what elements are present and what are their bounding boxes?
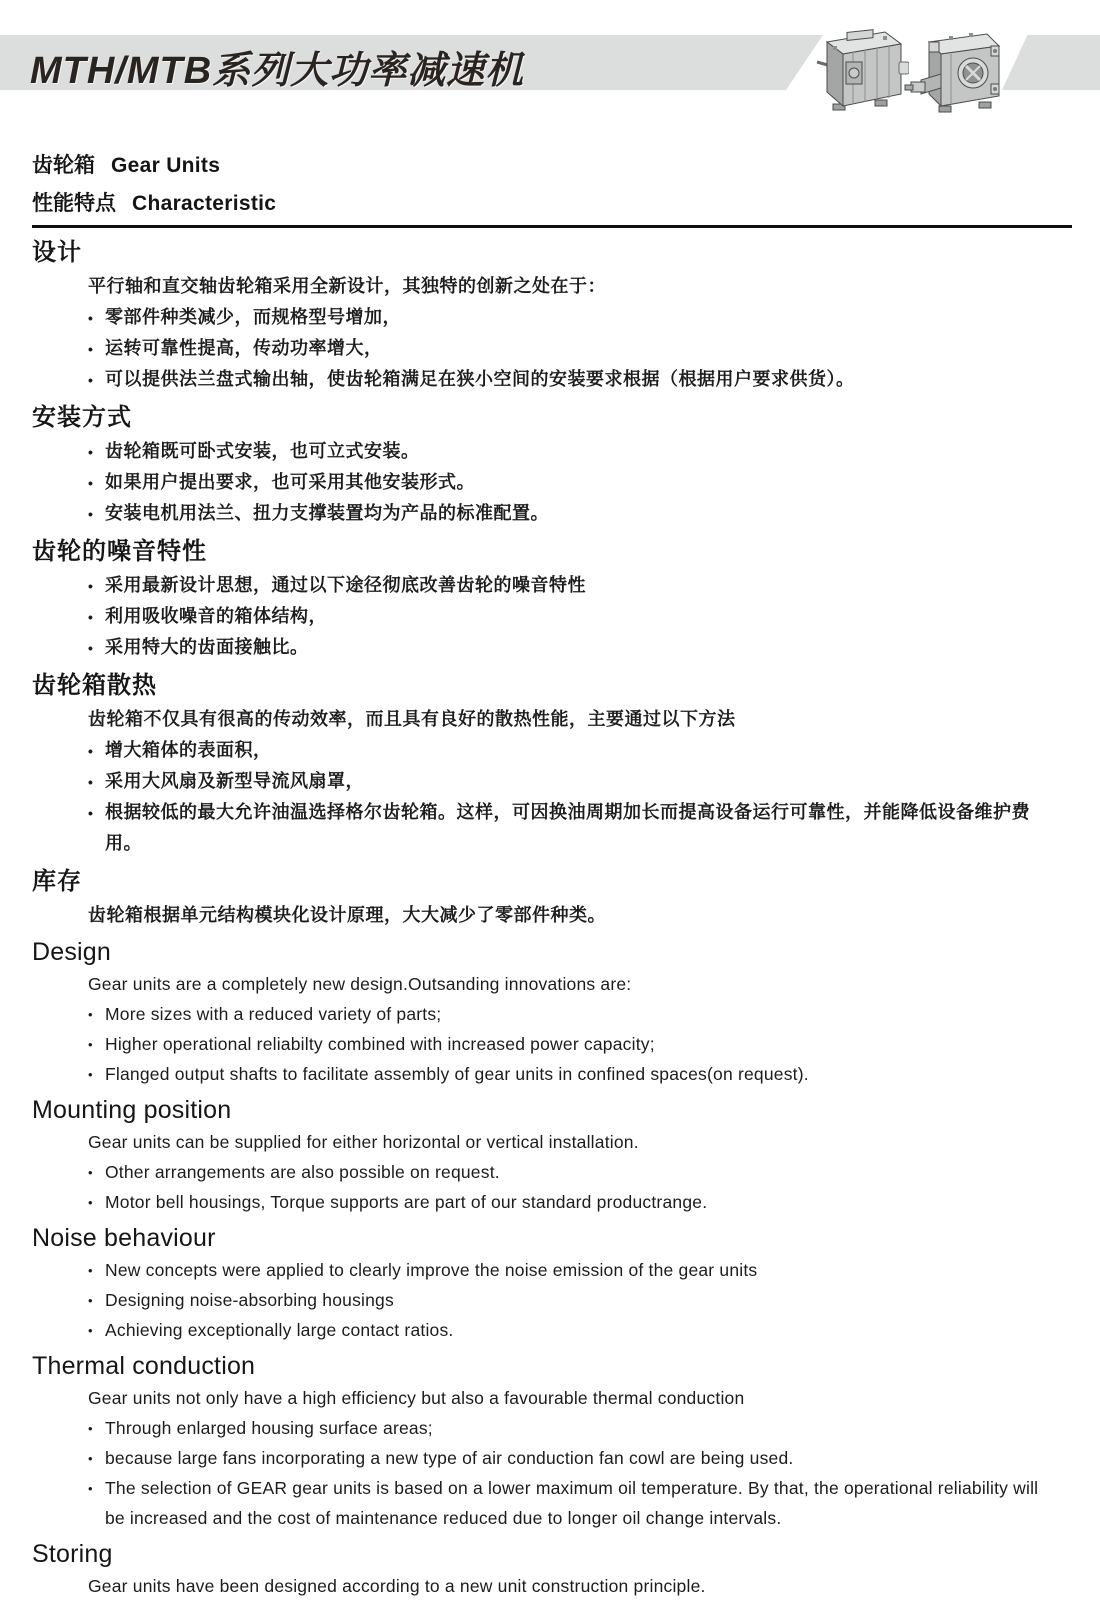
page-subtitle-zh: 性能特点 [32,192,116,215]
bullet-item [88,1187,1053,1217]
bullet-dot-icon: • [88,1067,93,1082]
bullet-item [88,999,1053,1029]
bullet-item [88,1029,1053,1059]
bullet-text: Designing noise-absorbing housings [105,1290,394,1310]
bullet-item [88,1413,1053,1443]
bullet-text: Achieving exceptionally large contact ratios. [105,1320,454,1340]
section-0 [32,238,1070,395]
bullet-dot-icon: • [88,743,94,759]
section-9 [32,1539,1070,1601]
bullet-item [88,333,1053,364]
section-5 [32,937,1070,1089]
bullet-item [88,436,1053,467]
bullet-dot-icon: • [88,1293,93,1308]
bullet-text: New concepts were applied to clearly improve the noise emission of the gear units [105,1260,758,1280]
bullet-text: 运转可靠性提高，传动功率增大， [105,338,383,358]
bullet-item [88,467,1053,498]
bullet-item [88,735,1053,766]
bullet-dot-icon: • [88,640,94,656]
bullet-item [88,1059,1053,1089]
section-8 [32,1351,1070,1533]
bullet-text: 可以提供法兰盘式输出轴，使齿轮箱满足在狭小空间的安装要求根据（根据用户要求供货）。 [105,369,855,389]
bullet-text: Other arrangements are also possible on request. [105,1162,500,1182]
bullet-text: Motor bell housings, Torque supports are part of our standard productrange. [105,1192,708,1212]
bullet-dot-icon: • [88,609,94,625]
bullet-item [88,1285,1053,1315]
bullet-item [88,302,1053,333]
bullet-item [88,797,1053,859]
bullet-text: The selection of GEAR gear units is based on a lower maximum oil temperature. By that, the operational reliability will be increased and the cost of maintenance reduced due to longer oil change intervals. [105,1478,1039,1528]
section-4 [32,867,1070,931]
bullet-text: because large fans incorporating a new type of air conduction fan cowl are being used. [105,1448,794,1468]
section-1 [32,403,1070,529]
section-heading: Design [32,938,112,966]
bullet-text: 采用大风扇及新型导流风扇罩， [105,771,364,791]
bullet-dot-icon: • [88,774,94,790]
section-6 [32,1095,1070,1217]
bullet-text: Through enlarged housing surface areas; [105,1418,433,1438]
bullet-dot-icon: • [88,444,94,460]
bullet-text: More sizes with a reduced variety of parts; [105,1004,442,1024]
banner [0,0,1100,132]
bullet-text: 增大箱体的表面积， [105,740,272,760]
bullet-item [88,1157,1053,1187]
section-intro: 平行轴和直交轴齿轮箱采用全新设计，其独特的创新之处在于： [88,276,606,296]
page-title [32,152,1072,180]
page-title-en: Gear Units [111,154,221,177]
bullet-dot-icon: • [88,310,94,326]
bullet-text: 如果用户提出要求，也可采用其他安装形式。 [105,472,475,492]
section-intro: Gear units are a completely new design.Outsanding innovations are: [88,974,632,994]
bullet-text: 采用最新设计思想，通过以下途径彻底改善齿轮的噪音特性 [105,575,586,595]
banner-band-right [1002,35,1100,90]
section-7 [32,1223,1070,1345]
section-intro: Gear units not only have a high efficiency but also a favourable thermal conduction [88,1388,745,1408]
bullet-item [88,1443,1053,1473]
bullet-dot-icon: • [88,1481,93,1496]
bullet-dot-icon: • [88,1195,93,1210]
bullet-dot-icon: • [88,805,94,821]
bullet-item [88,498,1053,529]
bullet-dot-icon: • [88,475,94,491]
bullet-dot-icon: • [88,372,94,388]
parallel-shaft-gearbox-image [813,16,909,118]
section-intro: Gear units have been designed according to a new unit construction principle. [88,1576,706,1596]
bullet-dot-icon: • [88,506,94,522]
bullet-dot-icon: • [88,1451,93,1466]
section-intro: Gear units can be supplied for either horizontal or vertical installation. [88,1132,639,1152]
bullet-text: 采用特大的齿面接触比。 [105,637,309,657]
bullet-dot-icon: • [88,578,94,594]
bullet-item [88,766,1053,797]
section-intro: 齿轮箱不仅具有很高的传动效率，而且具有良好的散热性能，主要通过以下方法 [88,709,736,729]
section-heading: 设计 [32,239,82,266]
bullet-text: 齿轮箱既可卧式安装，也可立式安装。 [105,441,420,461]
section-intro: 齿轮箱根据单元结构模块化设计原理，大大减少了零部件种类。 [88,905,606,925]
bullet-dot-icon: • [88,1421,93,1436]
bullet-item [88,1255,1053,1285]
bullet-text: 利用吸收噪音的箱体结构， [105,606,327,626]
section-heading: Noise behaviour [32,1224,216,1252]
bullet-item [88,632,1053,663]
bullet-item [88,601,1053,632]
section-heading: 库存 [32,868,82,895]
section-2 [32,537,1070,663]
bullet-text: 零部件种类减少，而规格型号增加， [105,307,401,327]
right-angle-gearbox-image [903,18,1003,122]
bullet-text: 根据较低的最大允许油温选择格尔齿轮箱。这样，可因换油周期加长而提高设备运行可靠性，并能降低设备维护费用。 [105,802,1030,853]
bullet-item [88,1315,1053,1345]
bullet-dot-icon: • [88,1165,93,1180]
bullet-dot-icon: • [88,1007,93,1022]
content [0,228,1100,1601]
bullet-text: Flanged output shafts to facilitate assembly of gear units in confined spaces(on request). [105,1064,809,1084]
bullet-item [88,364,1053,395]
page-header [32,152,1072,228]
series-title: MTH/MTB系列大功率减速机 [30,50,525,92]
section-heading: Thermal conduction [32,1352,256,1380]
bullet-dot-icon: • [88,341,94,357]
bullet-text: Higher operational reliabilty combined with increased power capacity; [105,1034,655,1054]
page-subtitle [32,190,1072,218]
bullet-dot-icon: • [88,1263,93,1278]
bullet-item [88,1473,1053,1533]
section-heading: Mounting position [32,1096,232,1124]
section-heading: Storing [32,1540,113,1568]
bullet-text: 安装电机用法兰、扭力支撑装置均为产品的标准配置。 [105,503,549,523]
bullet-dot-icon: • [88,1323,93,1338]
page-subtitle-en: Characteristic [132,192,277,215]
section-heading: 齿轮箱散热 [32,672,157,699]
section-heading: 安装方式 [32,404,132,431]
section-heading: 齿轮的噪音特性 [32,538,207,565]
bullet-dot-icon: • [88,1037,93,1052]
section-3 [32,671,1070,859]
page-title-zh: 齿轮箱 [32,154,95,177]
bullet-item [88,570,1053,601]
